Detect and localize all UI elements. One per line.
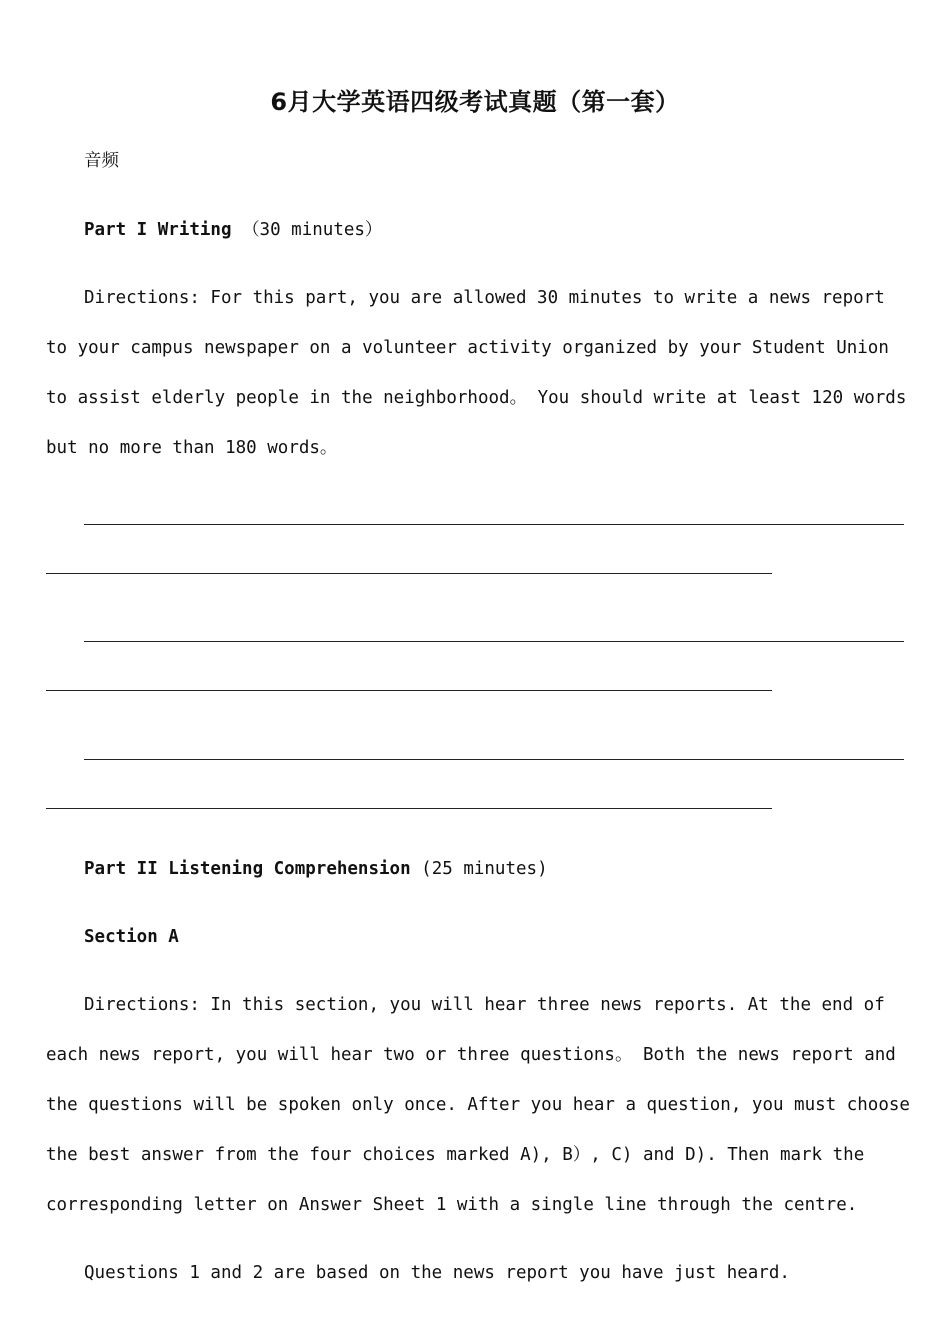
answer-line[interactable] bbox=[84, 759, 904, 760]
part1-directions-line-1: Directions: For this part, you are allowed 30 minutes to write a news report bbox=[84, 288, 885, 308]
part1-directions-line-2: to your campus newspaper on a volunteer activity organized by your Student Union bbox=[46, 338, 889, 358]
part2-heading-line bbox=[84, 857, 548, 881]
answer-line[interactable] bbox=[84, 641, 904, 642]
part1-directions-line-4: but no more than 180 words。 bbox=[46, 438, 338, 458]
part2-directions-line-3: the questions will be spoken only once. After you hear a question, you must choose bbox=[46, 1095, 910, 1115]
part2-directions-line-1: Directions: In this section, you will hear three news reports. At the end of bbox=[84, 995, 885, 1015]
part2-directions-line-5: corresponding letter on Answer Sheet 1 with a single line through the centre. bbox=[46, 1195, 858, 1215]
answer-line[interactable] bbox=[84, 524, 904, 525]
part1-duration: （30 minutes） bbox=[242, 220, 383, 240]
section-a-heading: Section A bbox=[84, 927, 179, 947]
part2-duration: (25 minutes) bbox=[421, 859, 548, 879]
part2-heading: Part II Listening Comprehension bbox=[84, 859, 411, 879]
audio-label[interactable]: 音频 bbox=[84, 151, 119, 171]
part2-directions-line-2: each news report, you will hear two or three questions。 Both the news report and bbox=[46, 1045, 896, 1065]
answer-line[interactable] bbox=[46, 808, 772, 809]
part1-directions-line-3: to assist elderly people in the neighborhood。 You should write at least 120 words bbox=[46, 388, 907, 408]
part2-directions-line-4: the best answer from the four choices marked A), B）, C) and D). Then mark the bbox=[46, 1145, 865, 1165]
part1-heading: Part I Writing bbox=[84, 220, 232, 240]
answer-line[interactable] bbox=[46, 690, 772, 691]
part1-heading-line bbox=[84, 218, 382, 242]
answer-line[interactable] bbox=[46, 573, 772, 574]
page-title: 6月大学英语四级考试真题（第一套） bbox=[270, 88, 680, 116]
questions-note: Questions 1 and 2 are based on the news report you have just heard. bbox=[84, 1263, 790, 1283]
